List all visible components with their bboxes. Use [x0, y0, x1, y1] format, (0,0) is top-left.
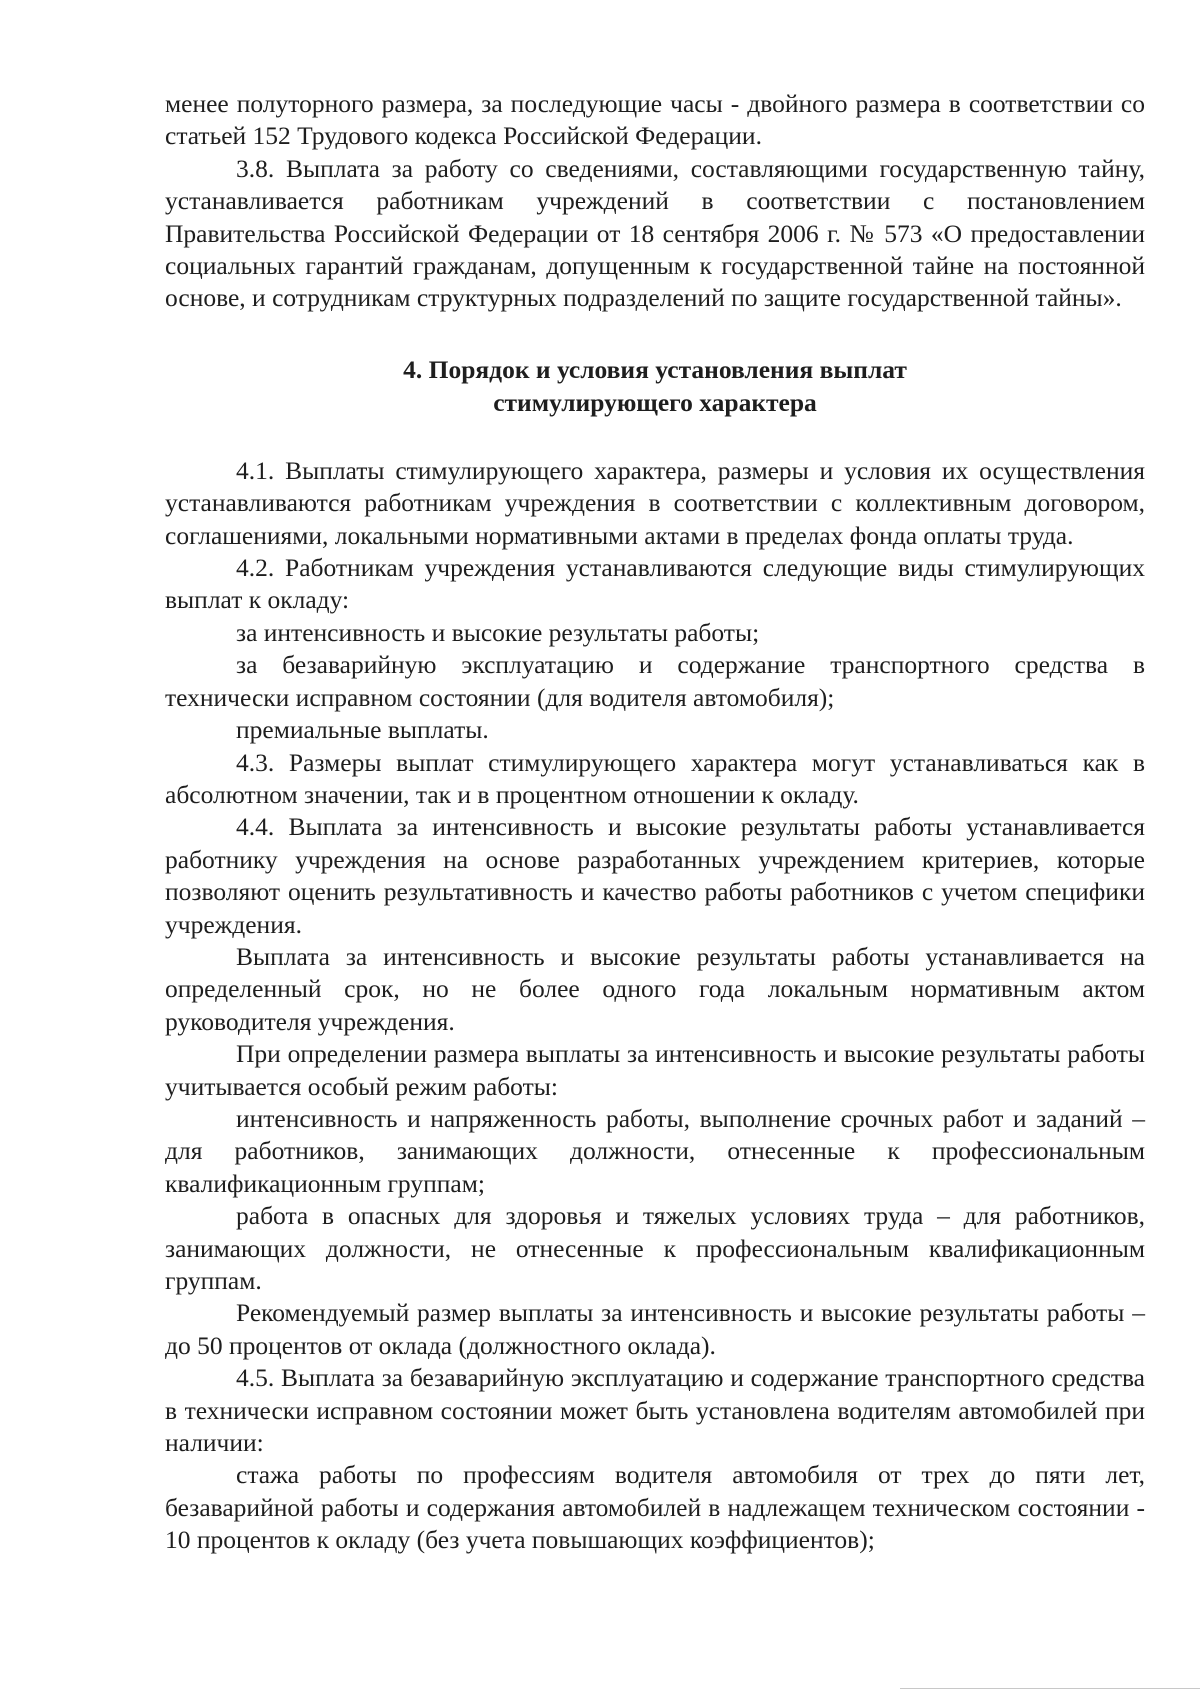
- scan-edge-line: [900, 1688, 1200, 1689]
- document-page: [165, 88, 1145, 1557]
- list-item-experience: стажа работы по профессиям водителя автомобиля от трех до пяти лет, безаварийной работы и содержания автомобилей в надлежащем техническом состоянии - 10 процентов к окладу (без учета повышающих коэффициентов);: [165, 1460, 1145, 1555]
- paragraph-term: Выплата за интенсивность и высокие результаты работы устанавливается на определенный срок, но не более одного года локальным нормативным актом руководителя учреждения.: [165, 941, 1145, 1036]
- paragraph-special-mode: При определении размера выплаты за интенсивность и высокие результаты работы учитывается особый режим работы:: [165, 1039, 1145, 1101]
- list-item-tension: интенсивность и напряженность работы, выполнение срочных работ и заданий – для работников, занимающих должности, отнесенные к профессиональным квалификационным группам;: [165, 1103, 1145, 1198]
- section-heading: [165, 353, 1145, 419]
- list-item-accident-free: за безаварийную эксплуатацию и содержание транспортного средства в технически исправном состоянии (для водителя автомобиля);: [165, 650, 1145, 712]
- list-item-hazardous: работа в опасных для здоровья и тяжелых условиях труда – для работников, занимающих должности, не отнесенные к профессиональным квалификационным группам.: [165, 1201, 1145, 1295]
- paragraph-4-2: 4.2. Работникам учреждения устанавливаются следующие виды стимулирующих выплат к окладу:: [165, 553, 1145, 615]
- list-item-intensity: за интенсивность и высокие результаты работы;: [236, 617, 760, 647]
- list-item-bonus: премиальные выплаты.: [236, 715, 489, 745]
- paragraph-4-3: 4.3. Размеры выплат стимулирующего характера могут устанавливаться как в абсолютном значении, так и в процентном отношении к окладу.: [165, 747, 1145, 809]
- paragraph-4-4: 4.4. Выплата за интенсивность и высокие результаты работы устанавливается работнику учреждения на основе разработанных учреждением критериев, которые позволяют оценить результативность и качество работы работников с учетом специфики учреждения.: [165, 812, 1145, 939]
- paragraph-4-5: 4.5. Выплата за безаварийную эксплуатацию и содержание транспортного средства в технически исправном состоянии может быть установлена водителям автомобилей при наличии:: [165, 1363, 1145, 1458]
- section-heading-line-1: 4. Порядок и условия установления выплат: [403, 354, 907, 384]
- paragraph-recommended-size: Рекомендуемый размер выплаты за интенсивность и высокие результаты работы – до 50 процентов от оклада (должностного оклада).: [165, 1298, 1145, 1360]
- paragraph-continuation: менее полуторного размера, за последующие часы - двойного размера в соответствии со статьей 152 Трудового кодекса Российской Федерации.: [165, 89, 1145, 151]
- paragraph-3-8: 3.8. Выплата за работу со сведениями, составляющими государственную тайну, устанавливается работникам учреждений в соответствии с постановлением Правительства Российской Федерации от 18 сентября 2006 г. № 573 «О предоставлении социальных гарантий гражданам, допущенным к государственной тайне на постоянной основе, и сотрудникам структурных подразделений по защите государственной тайны».: [165, 153, 1145, 313]
- section-heading-line-2: стимулирующего характера: [493, 387, 817, 417]
- paragraph-4-1: 4.1. Выплаты стимулирующего характера, размеры и условия их осуществления устанавливаются работникам учреждения в соответствии с коллективным договором, соглашениями, локальными нормативными актами в пределах фонда оплаты труда.: [165, 455, 1145, 550]
